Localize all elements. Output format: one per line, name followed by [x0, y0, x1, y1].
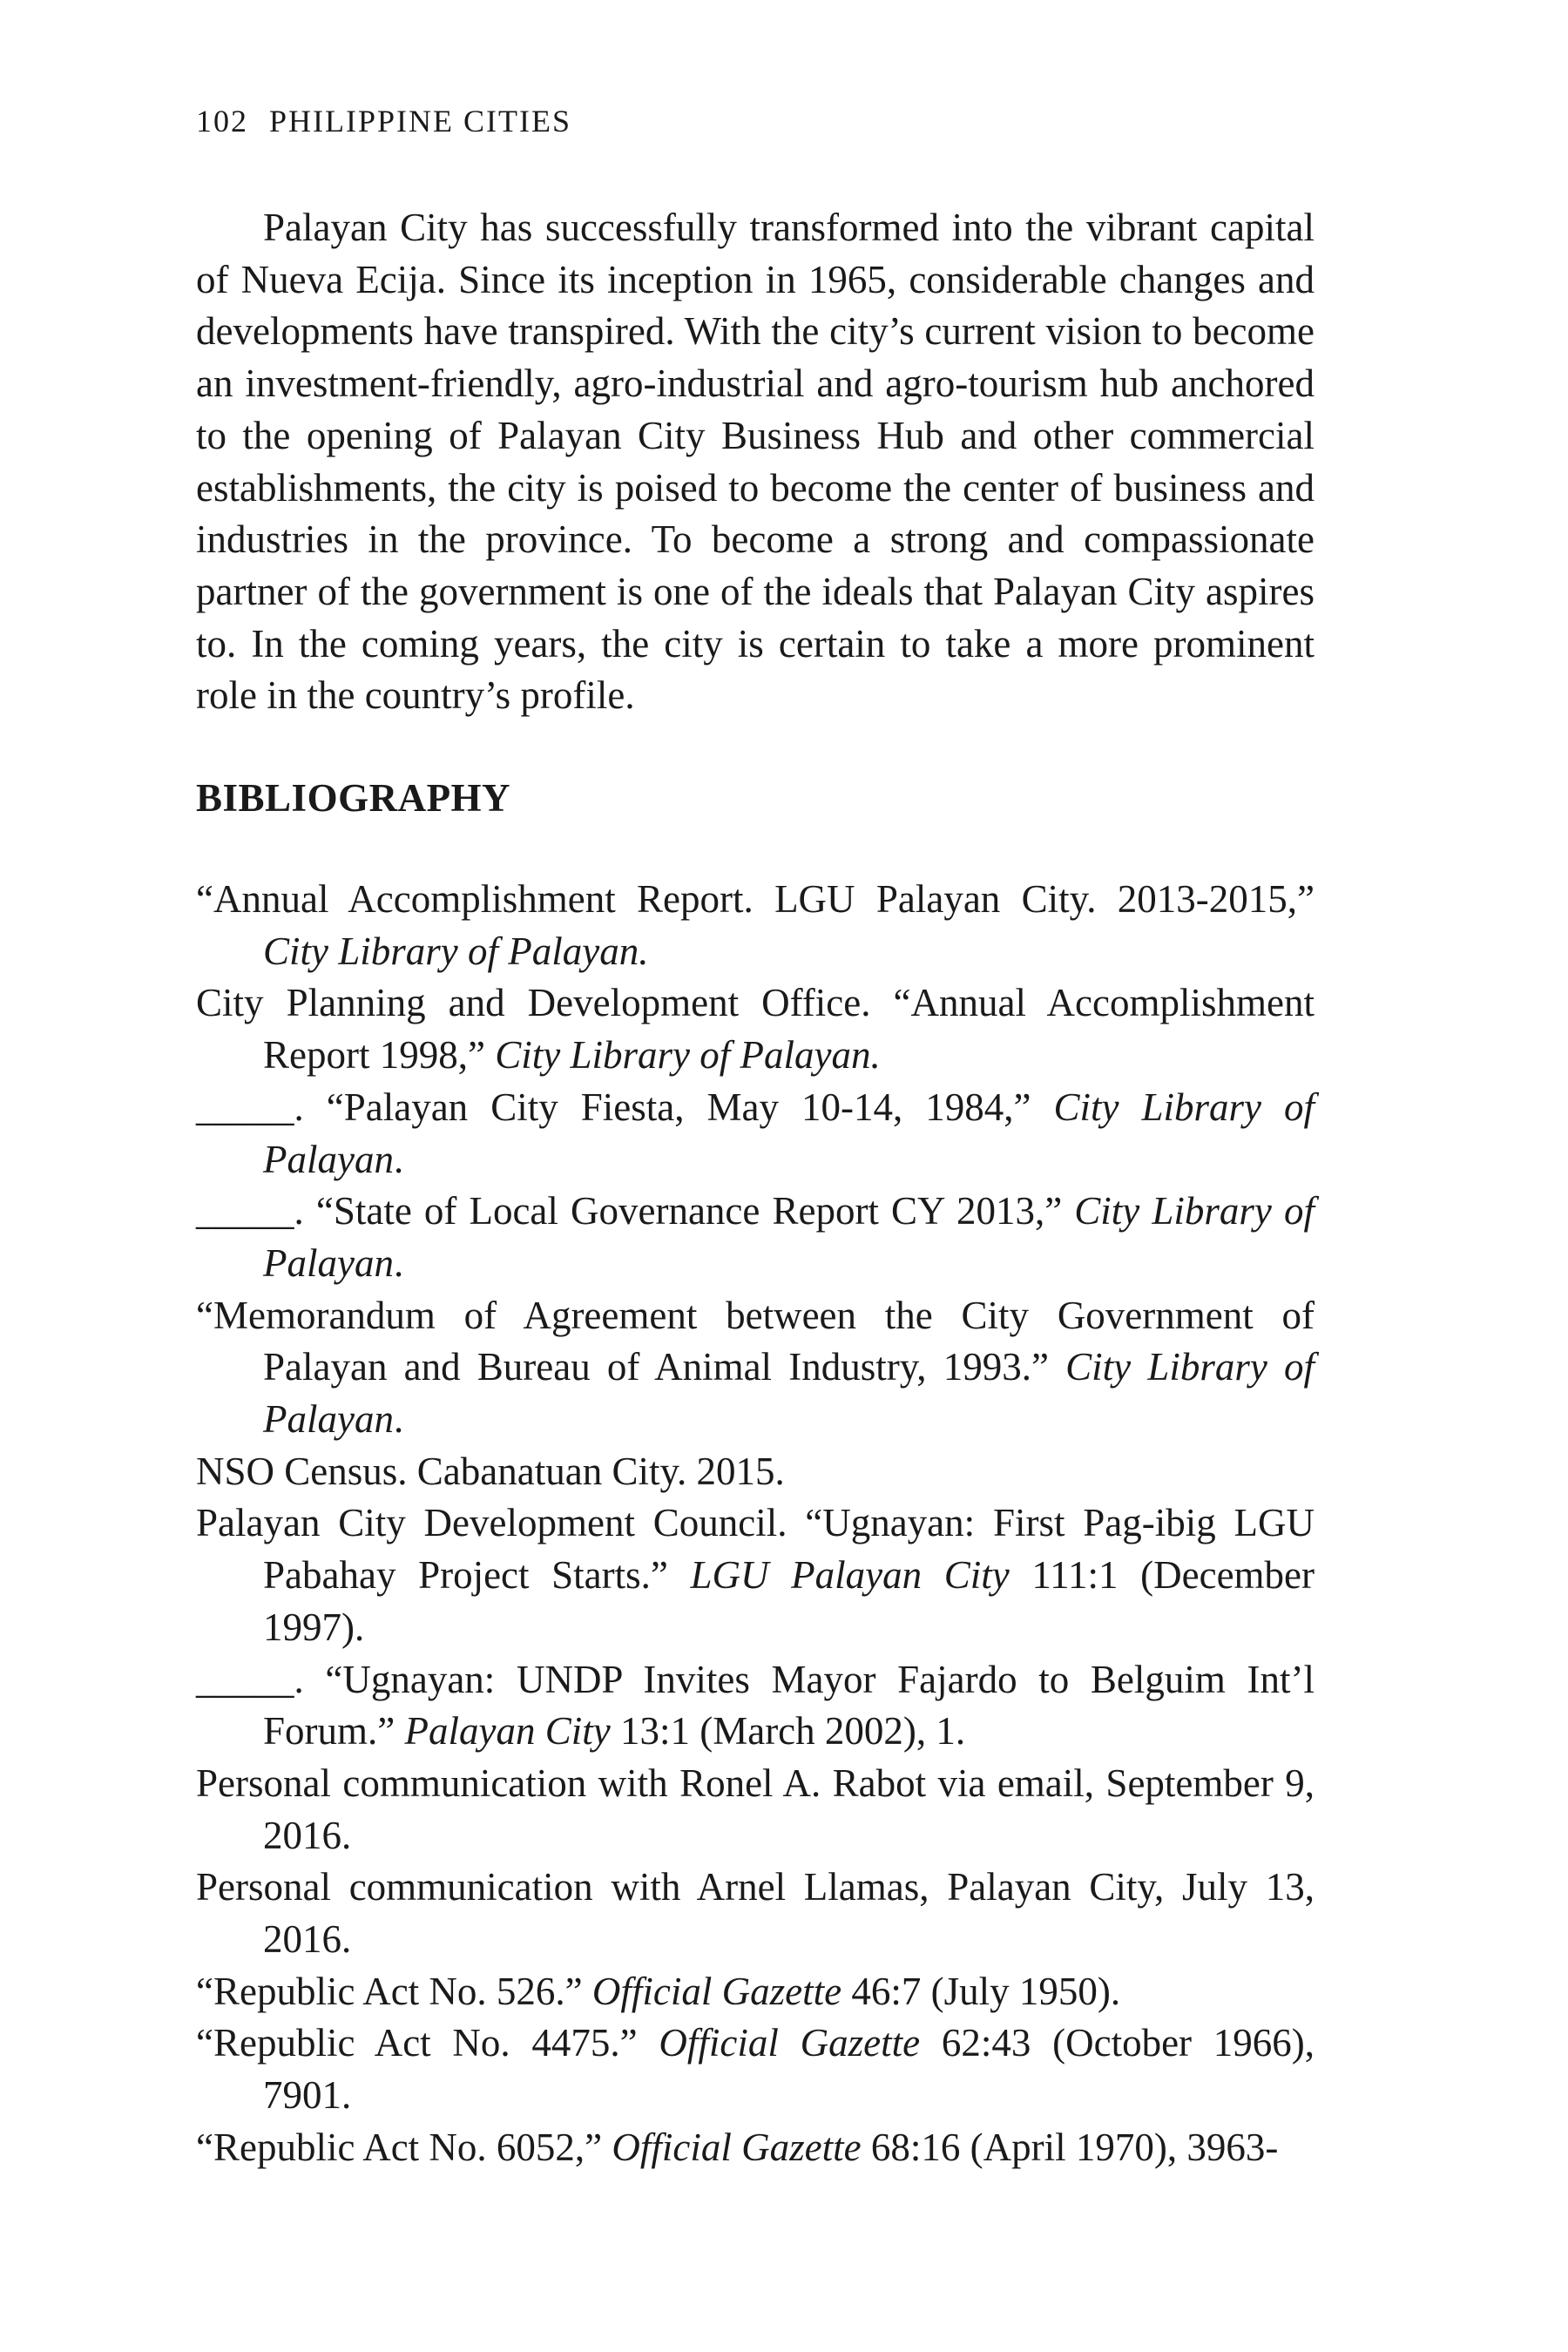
bibliography-entry: “Republic Act No. 4475.” Official Gazette 62:43 (October 1966), 7901. [196, 2021, 1315, 2118]
bibliography-list [196, 874, 1315, 2174]
section-heading: BIBLIOGRAPHY [196, 776, 511, 820]
bibliography-entry: _____. “Ugnayan: UNDP Invites Mayor Fajardo to Belguim Int’l Forum.” Palayan City 13:1 (March 2002), 1. [196, 1657, 1315, 1754]
bibliography-entry: _____. “Palayan City Fiesta, May 10-14, 1984,” City Library of Palayan. [196, 1085, 1315, 1181]
bibliography-entry: NSO Census. Cabanatuan City. 2015. [196, 1449, 785, 1493]
bibliography-entry: “Memorandum of Agreement between the City Government of Palayan and Bureau of Animal Industry, 1993.” City Library of Palayan. [196, 1293, 1315, 1442]
running-title: PHILIPPINE CITIES [269, 104, 571, 139]
bibliography-entry: Personal communication with Ronel A. Rabot via email, September 9, 2016. [196, 1761, 1315, 1857]
page-number: 102 [196, 104, 248, 139]
bibliography-entry: “Annual Accomplishment Report. LGU Palayan City. 2013-2015,” City Library of Palayan. [196, 877, 1315, 973]
bibliography-entry: City Planning and Development Office. “Annual Accomplishment Report 1998,” City Library of Palayan. [196, 981, 1315, 1078]
bibliography-entry: _____. “State of Local Governance Report CY 2013,” City Library of Palayan. [196, 1189, 1315, 1285]
bibliography-entry: Personal communication with Arnel Llamas, Palayan City, July 13, 2016. [196, 1865, 1315, 1962]
bibliography-entry: “Republic Act No. 6052,” Official Gazette 68:16 (April 1970), 3963- [196, 2125, 1279, 2169]
bibliography-entry: Palayan City Development Council. “Ugnayan: First Pag-ibig LGU Pabahay Project Starts.” LGU Palayan City 111:1 (December 1997). [196, 1501, 1315, 1649]
running-head [196, 103, 571, 139]
bibliography-entry: “Republic Act No. 526.” Official Gazette 46:7 (July 1950). [196, 1969, 1121, 2013]
body-paragraph: Palayan City has successfully transformed into the vibrant capital of Nueva Ecija. Since its inception in 1965, considerable changes and developments have transpired. With the city’s current vision to become an investment-friendly, agro-industrial and agro-tourism hub anchored to the opening of Palayan City Business Hub and other commercial establishments, the city is poised to become the center of business and industries in the province. To become a strong and compassionate partner of the government is one of the ideals that Palayan City aspires to. In the coming years, the city is certain to take a more prominent role in the country’s profile. [196, 206, 1315, 718]
